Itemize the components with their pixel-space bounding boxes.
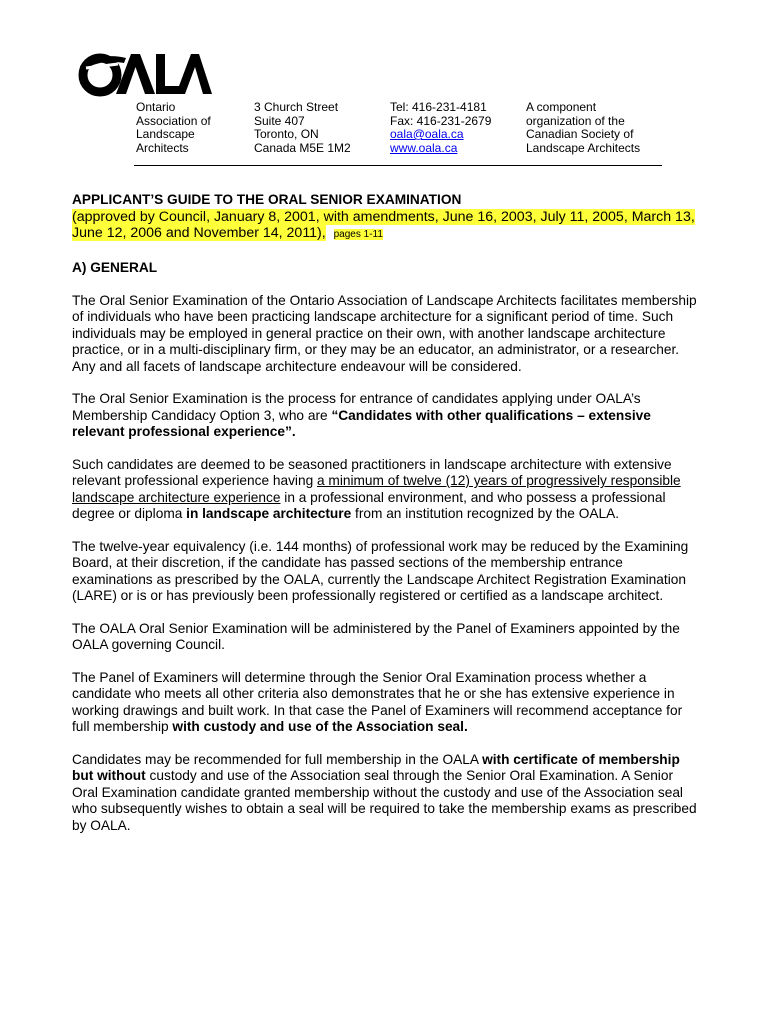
org-line: Ontario (136, 100, 176, 114)
candidate-category: “Candidates with other qualifications – extensive relevant professional experience”. (72, 407, 651, 440)
paragraph-2: The Oral Senior Examination is the process for entrance of candidates applying under OALA’s Membership Candidacy Option 3, who are “Candidates with other qualifications – extensive relevant professional experience”. (72, 391, 651, 440)
paragraph-7: Candidates may be recommended for full membership in the OALA with certificate of membership but without custody and use of the Association seal through the Senior Oral Examination. A Senior Oral Examination candidate granted membership without the custody and use of the Association seal who subsequently wishes to obtain a seal will be required to take the membership exams as prescribed by OALA. (72, 751, 697, 833)
paragraph-1: The Oral Senior Examination of the Ontario Association of Landscape Architects facilitates membership of individuals who have been practicing landscape architecture for a significant period of time. Such individuals may be employed in general practice on their own, with another landscape architecture practice, or in a multi-disciplinary firm, or they may be an educator, an administrator, or a researcher. Any and all facets of landscape architecture endeavour will be considered. (72, 292, 697, 374)
paragraph-6: The Panel of Examiners will determine through the Senior Oral Examination process whether a candidate who meets all other criteria also demonstrates that he or she has extensive experience in working drawings and built work. In that case the Panel of Examiners will recommend acceptance for full membership with custody and use of the Association seal. (72, 669, 683, 735)
logo-letter-l (156, 54, 180, 94)
affiliation-line: Landscape Architects (526, 140, 641, 155)
logo-letter-a2 (176, 54, 212, 94)
address-line: Canada M5E 1M2 (254, 140, 351, 155)
org-line: Landscape (136, 127, 195, 141)
header-affiliation (526, 101, 640, 155)
paragraph-3: Such candidates are deemed to be seasoned practitioners in landscape architecture with extensive relevant professional experience having a minimum of twelve (12) years of progressively responsible landscape architecture experience in a professional environment, and who possess a professional degree or diploma in landscape architecture from an institution recognized by the OALA. (72, 456, 681, 522)
affiliation-line: Canadian Society of (526, 127, 634, 141)
affiliation-line: organization of the (526, 113, 625, 128)
address-line: 3 Church Street (254, 100, 339, 114)
oala-logo (78, 48, 212, 98)
header-address (254, 101, 351, 155)
header-organization (136, 101, 211, 155)
degree-requirement: in landscape architecture (186, 506, 352, 522)
pages-note: pages 1-11 (333, 229, 383, 241)
phone-number: Tel: 416-231-4181 (390, 100, 487, 114)
email-link[interactable]: oala@oala.ca (390, 127, 464, 141)
fax-number: Fax: 416-231-2679 (390, 113, 492, 128)
section-heading-general: A) GENERAL (72, 260, 158, 276)
address-line: Toronto, ON (254, 127, 319, 141)
approval-dates: (approved by Council, January 8, 2001, with amendments, June 16, 2003, July 11, 2005, March 13, June 12, 2006 and November 14, 2011), (72, 208, 695, 242)
paragraph-5: The OALA Oral Senior Examination will be administered by the Panel of Examiners appointed by the OALA governing Council. (72, 620, 680, 653)
org-line: Association of (136, 113, 211, 128)
address-line: Suite 407 (254, 113, 305, 128)
header-divider (134, 165, 662, 166)
org-line: Architects (136, 140, 189, 155)
document-title: APPLICANT’S GUIDE TO THE ORAL SENIOR EXAMINATION (72, 192, 462, 207)
approval-note (72, 209, 697, 245)
document-body (72, 192, 697, 834)
certificate-note: with certificate of membership but without (72, 751, 680, 784)
affiliation-line: A component (526, 100, 597, 114)
website-link[interactable]: www.oala.ca (390, 140, 458, 155)
seal-custody-note: with custody and use of the Association seal. (172, 719, 468, 735)
experience-requirement: a minimum of twelve (12) years of progressively responsible landscape architecture experience (72, 473, 681, 505)
paragraph-4: The twelve-year equivalency (i.e. 144 months) of professional work may be reduced by the Examining Board, at their discretion, if the candidate has passed sections of the membership entrance examinations as prescribed by the OALA, currently the Landscape Architect Registration Examination (LARE) or is or has previously been professionally registered or certified as a landscape architect. (72, 538, 689, 604)
header-contact (390, 101, 491, 155)
